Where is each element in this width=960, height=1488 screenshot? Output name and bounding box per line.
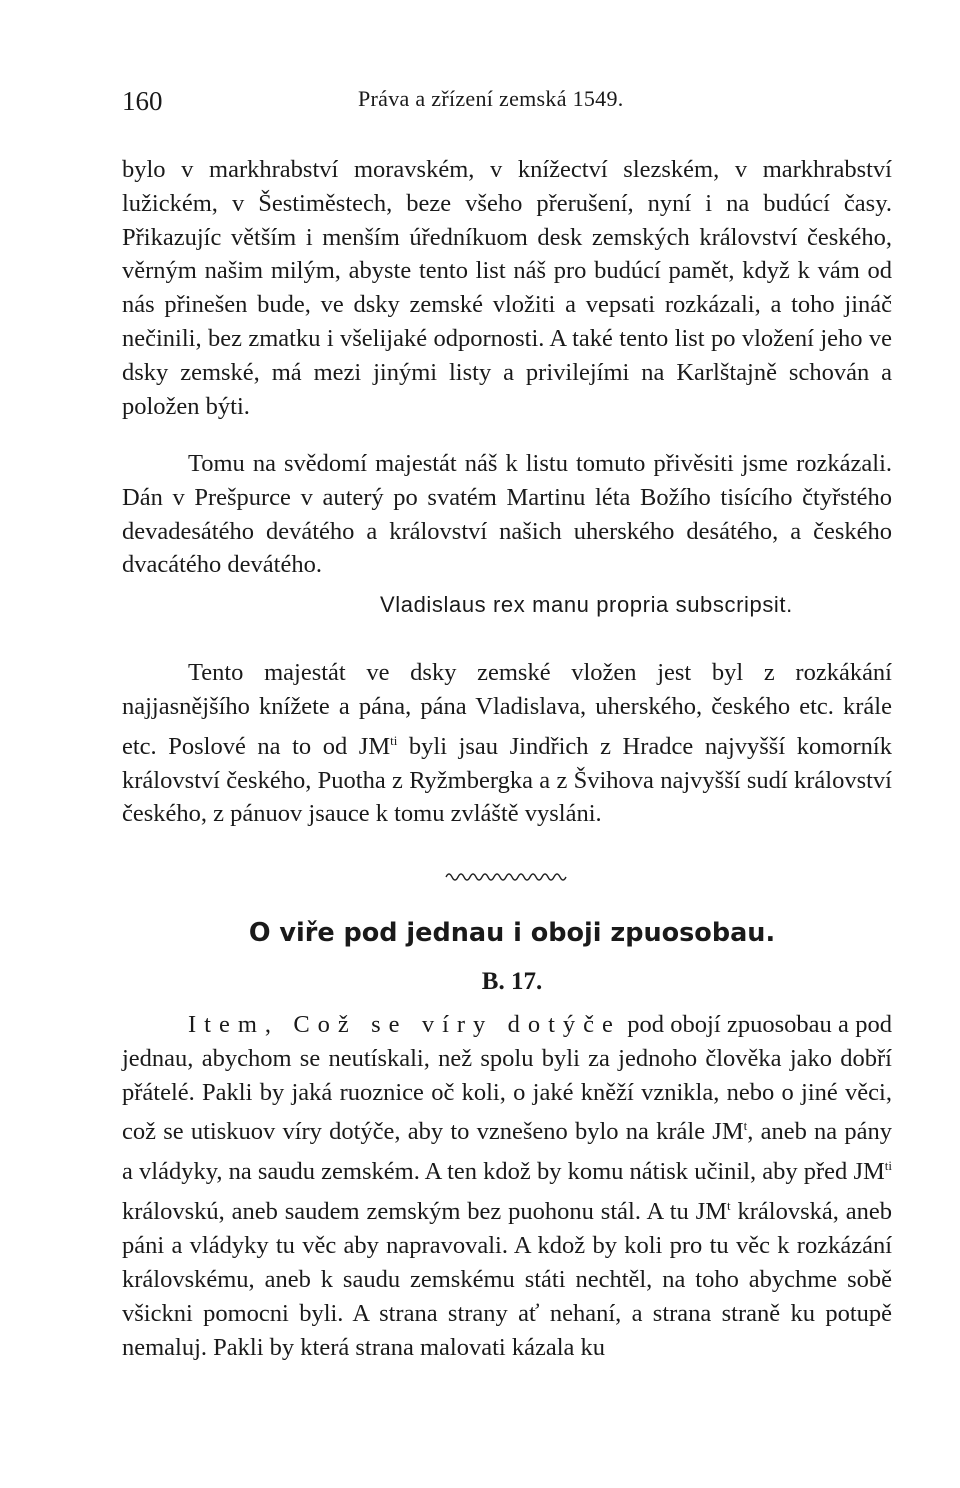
paragraph-4	[122, 1008, 892, 1364]
running-title: Práva a zřízení zemská 1549.	[358, 86, 624, 111]
paragraph-4-superscript-3: t	[726, 1198, 731, 1214]
page-number: 160	[122, 86, 163, 116]
wavy-line-ornament-icon	[444, 868, 570, 884]
royal-signature: Vladislaus rex manu propria subscripsit.	[380, 592, 793, 617]
paragraph-4-superscript-1: t	[743, 1118, 748, 1134]
section-title: O viře pod jednau i oboji zpuosobau.	[248, 918, 776, 948]
paragraph-3-text-b: byli jsau Jindřich z Hradce najvyšší komorník království českého, Puotha z Ryžmbergka a z Švihova najvyšší sudí království českého, z pánuov jsauce k tomu zvláště vysláni.	[122, 732, 892, 828]
paragraph-3	[122, 656, 892, 831]
paragraph-4-text-1: pod obojí zpuosobau a pod jednau, abychom se neutískali, než spolu byli za jednoho člověka jako dobří přátelé. Pakli by jaká ruoznice oč koli, o jaké kněží vznikla, nebo o jiné věci, což se utiskuov víry dotýče, aby to vznešeno bylo na krále JM	[122, 1011, 892, 1146]
paragraph-4-text-3: královskú, aneb saudem zemským bez puohonu stál. A tu JM	[122, 1198, 727, 1226]
paragraph-1: bylo v markhrabství moravském, v knížectví slezském, v markhrabství lužickém, v Šestiměstech, beze všeho přerušení, nyní i na budúcí časy. Přikazujíc větším i menším úředníkuom desk zemských království českého, věrným našim milým, abyste tento list náš pro budúcí pamět, když k vám od nás přinešen bude, ve dsky zemské vložiti a vepsati rozkázali, a toho jináč nečinili, bez zmatku i všelijaké odpornosti. A také tento list po vložení jeho ve dsky zemské, má mezi jinými listy a privilejími na Karlštajně schován a položen býti.	[122, 156, 892, 420]
paragraph-2: Tomu na svědomí majestát náš k listu tomuto přivěsiti jsme rozkázali. Dán v Prešpurce v auterý po svatém Martinu léta Božího tisícího čtyřstého devadesátého devátého a království našich uherského desátého, a českého dvacátého devátého.	[122, 450, 892, 579]
paragraph-4-text-4: královská, aneb páni a vládyky tu věc aby napravovali. A kdož by koli pro tu věc k rozkázání královskému, aneb k saudu zemskému státi nechtěl, na toho abychme sobě všickni pomocni byli. A strana strany ať nehaní, a strana straně ku potupě nemaluj. Pakli by která strana malovati kázala ku	[122, 1198, 893, 1361]
paragraph-4-superscript-2: ti	[884, 1158, 892, 1174]
paragraph-4-text-2: , aneb na pány a vládyky, na saudu zemském. A ten kdož by komu nátisk učinil, aby před JM	[122, 1118, 892, 1186]
paragraph-4-spaced-lead: Item, Což se víry dotýče	[188, 1011, 621, 1038]
paragraph-3-text-a: Tento majestát ve dsky zemské vložen jest byl z rozkákání najjasnějšího knížete a pána, pána Vladislava, uherského, českého etc. krále etc. Poslové na to od JM	[122, 659, 892, 760]
section-number: B. 17.	[481, 968, 543, 995]
page-header	[122, 86, 892, 116]
paragraph-3-superscript: ti	[390, 732, 398, 748]
